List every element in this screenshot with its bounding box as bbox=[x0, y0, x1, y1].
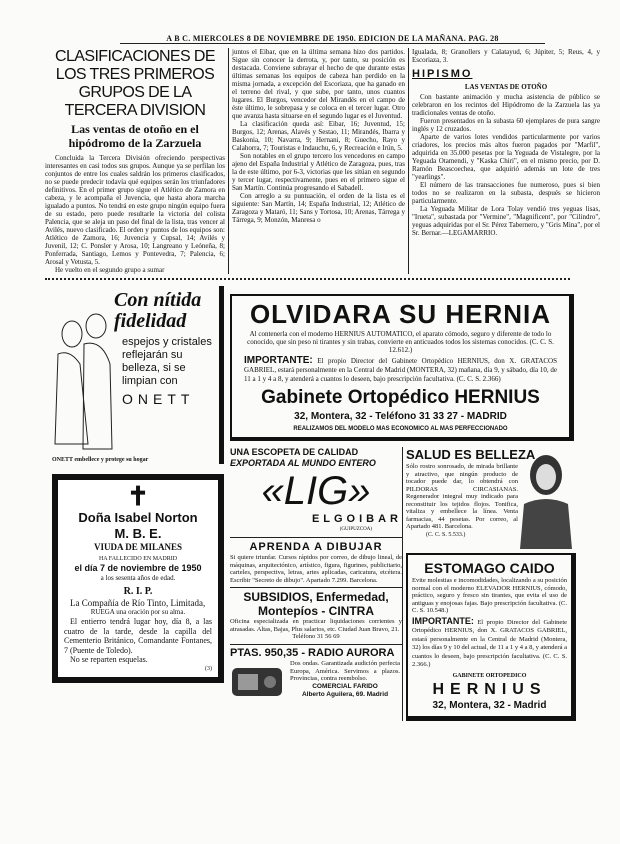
hernia-text: Al contenerla con el moderno HERNIUS AUTOMATICO, el aparato cómodo, seguro y diferente de todo lo conocido, que sin peso ni tirantes y sin trabas, convierte en anticuados todos los sistemas conocidos. (C. C. S. 12.612.) bbox=[247, 330, 554, 354]
salud-copy bbox=[406, 463, 518, 539]
paragraph: La clasificación queda así: Eibar, 16; Juventud, 15; Burgos, 12; Arenas, Alavés y Sestao, 11; Mirandés, Ibarra y Baskonia, 10; Navarra, 9; Hernani, 8; Guecho, Rayo y Calahorra, 7; Touristas e Indauchu, 6, y Recreación e Irún, 5. bbox=[232, 120, 405, 152]
lig-ad bbox=[230, 447, 402, 537]
salud-body bbox=[406, 463, 576, 549]
hernia-title: OLVIDARA SU HERNIA bbox=[249, 299, 552, 329]
lig-city: ELGOIBAR bbox=[311, 513, 402, 525]
paragraph: Igualada, 8; Granollers y Calatayud, 6; Júpiter, 5; Reus, 4, y Escoriaza, 3. bbox=[412, 48, 600, 64]
rip: R. I. P. bbox=[123, 586, 153, 597]
onett-footer: ONETT embellece y protege su hogar bbox=[52, 456, 224, 464]
paragraph: Fueron presentados en la subasta 60 ejemplares de pura sangre inglés y 12 cruzados. bbox=[412, 117, 600, 133]
important-text: El propio Director del Gabinete Ortopédico HERNIUS, don X. GRATACOS GABRIEL, estará personalmente en la Central de Madrid (Montera, 32) los días 9 y 10 del actual, de 11 a 1 y 4 a 8, y atenderá a cuantos lo deseen, bajo prescripción facultativa. (C. C. S. 2.366.) bbox=[412, 618, 568, 668]
lower-ads bbox=[230, 447, 576, 721]
dibujar-text: Si quiere triunfar. Cursos rápidos por correo, de dibujo lineal, de máquinas, arquitectónico, artístico, figura, figurines, publicitario, carteles, perspectiva, letras, artes aplicadas, caricatura, etcétera. Escribir "Secreto de dibujo". Apartado 7.299. Barcelona. bbox=[230, 554, 402, 584]
no-esquelas: No se reparten esquelas. bbox=[70, 655, 148, 664]
radio-body bbox=[230, 660, 402, 700]
ruega: RUEGA una oración por su alma. bbox=[90, 608, 186, 616]
dibujar-title: APRENDA A DIBUJAR bbox=[249, 541, 383, 553]
onett-ad bbox=[52, 286, 224, 456]
important-label: IMPORTANTE: bbox=[412, 615, 474, 626]
headline: CLASIFICACIONES DE LOS TRES PRIMEROS GRUPOS DE LA TERCERA DIVISION bbox=[55, 48, 215, 119]
article-clasificaciones bbox=[45, 48, 228, 274]
radio-illustration bbox=[230, 664, 290, 700]
salud-title: SALUD ES BELLEZA bbox=[406, 447, 536, 462]
radio-address: Alberto Aguilera, 69. Madrid bbox=[301, 690, 389, 698]
right-ads-area bbox=[230, 286, 576, 721]
age: a los sesenta años de edad. bbox=[100, 574, 176, 582]
lig-top2: EXPORTADA AL MUNDO ENTERO bbox=[230, 458, 376, 468]
estomago-important bbox=[412, 617, 567, 670]
woman-illustration bbox=[518, 449, 574, 549]
radio-ad bbox=[230, 645, 402, 700]
cross-icon: ✝ bbox=[127, 482, 149, 511]
cintra-phone: Teléfono 31 56 69 bbox=[292, 633, 340, 640]
hernia-address: 32, Montera, 32 - Teléfono 31 33 27 - MADRID bbox=[294, 411, 507, 422]
article-continuation bbox=[228, 48, 408, 274]
deceased-name: Doña Isabel Norton bbox=[78, 510, 198, 525]
dibujar-ad bbox=[230, 537, 402, 588]
radio-copy bbox=[290, 660, 400, 699]
paragraph: La Yeguada Militar de Lora Tolay vendió tres yeguas lisas, "Irueta", subastada por "Vermine", "Magnificent", por "Cilindro", yeguas adquiridas por el Sr. Pérez Tabernero, y "Gris Mina", por el Sr. Bernar.—LEGAMARRIO. bbox=[412, 205, 600, 237]
ref: (3) bbox=[205, 666, 212, 672]
onett-slogan: Con nítida fidelidad bbox=[114, 289, 202, 332]
cintra-title1: SUBSIDIOS, Enfermedad, bbox=[243, 590, 389, 604]
hernia-name: Gabinete Ortopédico HERNIUS bbox=[261, 387, 540, 408]
lower-left-ads bbox=[230, 447, 402, 700]
left-ads-column bbox=[52, 286, 224, 683]
company: La Compañía de Río Tinto, Limitada, bbox=[70, 598, 206, 608]
section-divider bbox=[45, 278, 570, 280]
cintra-ad bbox=[230, 588, 402, 645]
honor: M. B. E. bbox=[114, 526, 162, 541]
important-label: IMPORTANTE: bbox=[244, 355, 313, 366]
important-text: El propio Director del Gabinete Ortopédico HERNIUS, don X. GRATACOS GABRIEL, estará personalmente en la Central de Madrid (MONTERA, 32) mañana, día 9, y sábado, día 10, de 11 a 1 y 4 a 8, y atenderá a cuantos lo deseen, bajo prescripción facultativa. (C. C. S. 2.366) bbox=[244, 357, 558, 383]
paragraph: Con bastante animación y mucha asistencia de público se celebraron en los recintos del Hipódromo de la Zarzuela las ya tradicionales ventas de otoño. bbox=[412, 93, 600, 117]
paragraph: juntos el Eibar, que en la última semana hizo dos partidos. Sigue sin conocer la derrota, y, por tanto, su posición es destacada. Conviene subrayar el hecho de que durante estas últimas semanas los equipos de cabeza han perdido en la misma jornada, a excepción del Escoriaza, que ha ganado en el terreno del rival, y que sube, por tanto, unos cuantos lugares. El Burgos, vencedor del Mirandés en el campo de éste último, le sobrepasa y se coloca en el tercer lugar. Otro que avanza hasta situarse en el segundo lugar es el Juventud. bbox=[232, 48, 405, 120]
lig-region: (GUIPUZCOA) bbox=[339, 527, 372, 532]
top-columns bbox=[45, 48, 600, 274]
died-in: HA FALLECIDO EN MADRID bbox=[98, 556, 178, 562]
hernia-tagline: REALIZAMOS DEL MODELO MAS ECONOMICO AL MAS PERFECCIONADO bbox=[293, 426, 508, 432]
lig-top1: UNA ESCOPETA DE CALIDAD bbox=[230, 447, 359, 457]
widow-of: VIUDA DE MILANES bbox=[93, 542, 182, 552]
paragraph: El número de las transacciones fue numeroso, pues si bien todos no se realizaron en la subasta, después se hicieron particularmente. bbox=[412, 181, 600, 205]
obituary bbox=[52, 474, 224, 683]
burial-info: El entierro tendrá lugar hoy, día 8, a las cuatro de la tarde, desde la capilla del Cementerio Británico, Comandante Fontanes, 7 (Puente de Toledo). bbox=[64, 617, 212, 655]
paragraph: Son notables en el grupo tercero los vencedores en campo ajeno del España Industrial y Atlético de Zaragoza, pues, tras la de este último, por 6-3, victorias que les sitúan en segundo y tercer lugar, respectivamente, pues en el primero sigue el San Martín. Continúa progresando el Sabadell. bbox=[232, 152, 405, 192]
paragraph: Con arreglo a su puntuación, el orden de la lista es el siguiente: San Martín, 14; España Industrial, 12; Atlético de Zaragoza y Mataró, 11; Sans y Tortosa, 10; Arenas, Tárrega y Tárrega, 9; Monzón, Manresa o bbox=[232, 192, 405, 224]
women-illustration bbox=[52, 304, 114, 454]
salud-text: Sólo rostro sonrosado, de mirada brillante y atractivo, que ningún producto de tocador puede dar, lo obtendrá con PILDORAS CIRCASIANAS. Regenerador integral muy indicado para reconstituir los tejidos flojos. Tonifica, vitaliza y embellece la línea. Venta farmacias, 44 pesetas. Por correo, al Apartado 481. Barcelona. bbox=[406, 463, 518, 530]
article-body-end: He vuelto en el segundo grupo a sumar bbox=[55, 266, 165, 274]
onett-brand: ONETT bbox=[122, 391, 195, 407]
radio-title: PTAS. 950,35 - RADIO AURORA bbox=[230, 647, 395, 659]
article-title: LAS VENTAS DE OTOÑO bbox=[464, 83, 548, 91]
onett-copy bbox=[114, 290, 214, 454]
radio-seller: COMERCIAL FARIDO bbox=[312, 682, 378, 690]
bottom-section bbox=[45, 286, 600, 721]
onett-text: espejos y cristales reflejarán su belleza, si se limpian con bbox=[122, 336, 212, 387]
cintra-text: Oficina especializada en practicar liquidaciones corrientes y atrasadas. Altas, Bajas, Plus salarios, etc. Ciudad Juan Bravo, 21. bbox=[230, 618, 402, 633]
lower-right-ads bbox=[402, 447, 576, 721]
article-body: Concluida la Tercera División ofreciendo perspectivas interesantes en casi todos sus grupos. Aunque ya se perfilan los conjuntos de entre los cuales saldrán los primeros clasificados, no se puede predecir todavía qué equipos serán los triunfadores definitivos. En el primer grupo sigue el Atlético de Zamora en cabeza, y le acompaña el Juvencia, que hasta ahora marcha igualado a puntos. No tendrá en este grupo ningún equipo fuera de su estado, pero puede resultarle la victoria del colista Palencia, que se aleja un paso del final de la lista, tras vencer al Avilés, nuevo clasificado. El orden y puntos de los equipos son: Atlético de Zamora, 16; Juvencia y Cupsal, 14; Avilés y Juvenil, 12; C. Ponsler y Arosa, 10; Langreano y Leóneña, 8; Ponferrada, Santiago, Lemos y Pontevedra, 7; Palencia, 6; Arosal y Vetusta, 5. bbox=[45, 154, 225, 266]
estomago-label: GABINETE ORTOPEDICO bbox=[452, 672, 527, 679]
hernia-important bbox=[232, 354, 569, 386]
subheadline: Las ventas de otoño en el hipódromo de la Zarzuela bbox=[68, 122, 202, 150]
salud-ad bbox=[406, 447, 576, 553]
estomago-name: HERNIUS bbox=[432, 680, 547, 698]
page-header: A B C. MIERCOLES 8 DE NOVIEMBRE DE 1950. EDICION DE LA MAÑANA. PAG. 28 bbox=[120, 34, 545, 44]
radio-text: Dos ondas. Garantizada audición perfecta Europa, América. Servimos a plazos. Provincias, contra reembolso. bbox=[290, 660, 400, 682]
estomago-address: 32, Montera, 32 - Madrid bbox=[432, 699, 547, 711]
cintra-title2: Montepíos - CINTRA bbox=[258, 604, 374, 618]
death-date: el día 7 de noviembre de 1950 bbox=[74, 563, 202, 573]
hernia-ad bbox=[230, 294, 574, 441]
estomago-text: Evite molestias e incomodidades, localizando a su posición normal con el moderno ELEVADOR HERNIUS, cómodo, práctico, seguro y fresco sin tirantes, que evita el uso de antiguas y enojosas fajas. Bajo prescripción facultativa. (C. C. S. 10.548.) bbox=[412, 577, 567, 614]
article-hipismo bbox=[408, 48, 600, 274]
section-title: HIPISMO bbox=[412, 68, 473, 80]
estomago-ad bbox=[406, 553, 576, 721]
salud-ref: (C. C. S. 5.533.) bbox=[426, 531, 466, 538]
lig-brand: «LIG» bbox=[261, 469, 371, 513]
paragraph: Aparte de varios lotes vendidos particularmente por varios criadores, los precios más altos fueron pagados por "Marfil", adquirida en 35.000 pesetas por la Yeguada de Vistalegre, por la Yeguada Otamendi, y "Kaska Chiri", en el mismo precio, por D. Ramón Beascoechea, que adquirió además un lote de tres "yearlings". bbox=[412, 133, 600, 181]
estomago-title: ESTOMAGO CAIDO bbox=[424, 560, 555, 576]
